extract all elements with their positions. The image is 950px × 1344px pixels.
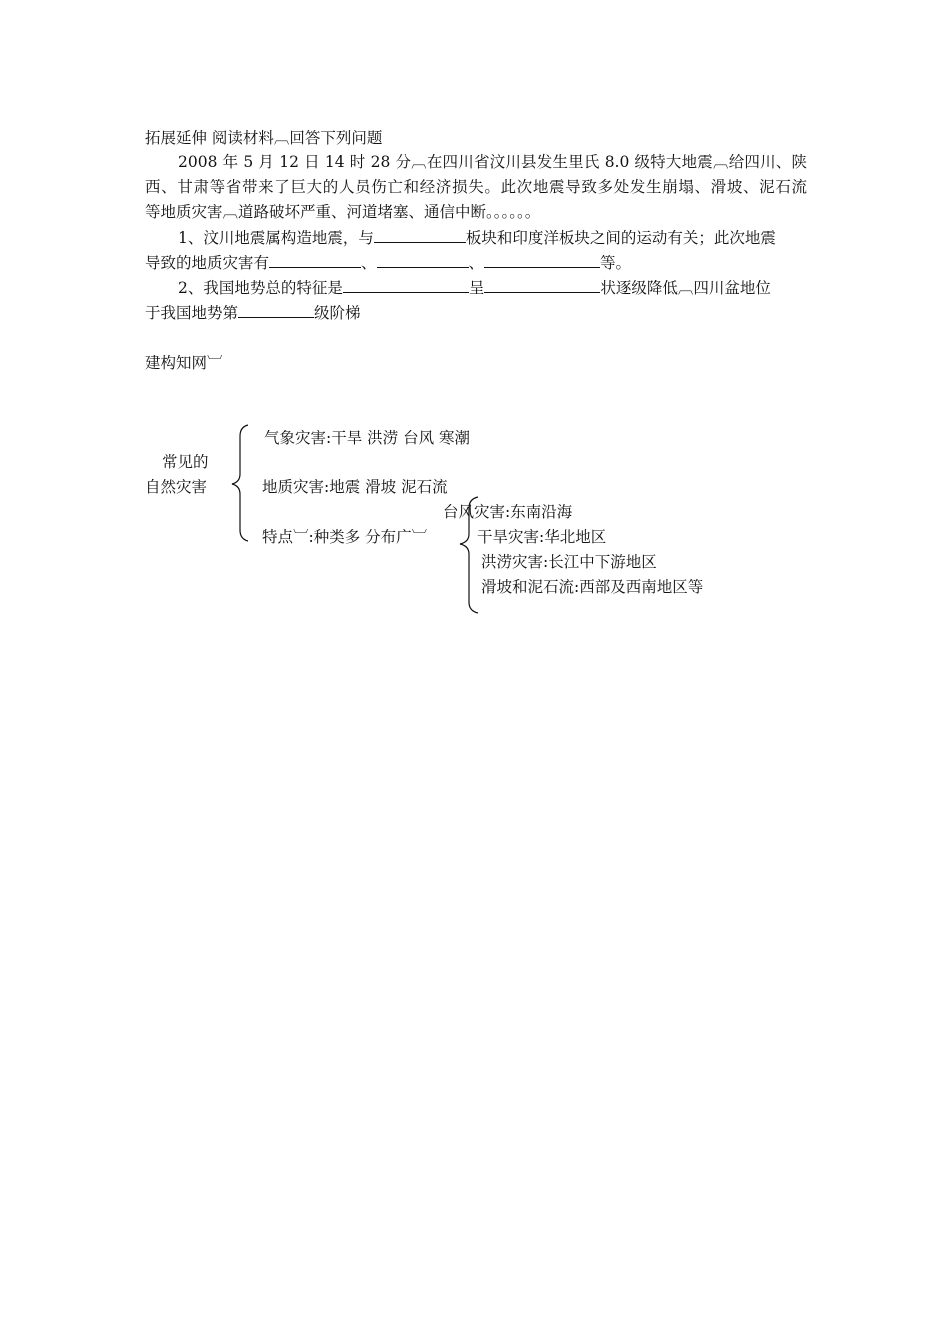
answer-blank-disaster-3[interactable]: [484, 253, 600, 268]
sub-typhoon-disaster: 台风灾害:东南沿海: [443, 503, 573, 521]
question-1-line-1: [178, 228, 807, 248]
question-1-text-c: 导致的地质灾害有: [145, 254, 270, 272]
question-2-text-e: 级阶梯: [314, 304, 361, 322]
passage-line-3: 等地质灾害︹道路破坏严重、河道堵塞、通信中断。。。。。。: [145, 203, 541, 221]
answer-blank-disaster-1[interactable]: [269, 253, 361, 268]
question-2-text-d: 于我国地势第: [145, 304, 239, 322]
question-2-line-2: [145, 303, 807, 323]
sub-landslide-disaster: 滑坡和泥石流:西部及西南地区等: [481, 578, 704, 596]
sub-drought-disaster: 干旱灾害:华北地区: [477, 528, 607, 546]
answer-blank-disaster-2[interactable]: [377, 253, 469, 268]
question-1-line-2: [145, 253, 807, 273]
diagram-root-line-2: 自然灾害: [145, 478, 208, 496]
question-2-text-c: 状逐级降低︹四川盆地位: [600, 279, 771, 297]
branch-weather-disaster: 气象灾害:干旱 洪涝 台风 寒潮: [264, 429, 471, 447]
left-brace-icon: [228, 424, 252, 542]
question-1-text-a: 1、汶川地震属构造地震，与: [178, 229, 374, 247]
question-2-text-a: 2、我国地势总的特征是: [178, 279, 343, 297]
question-2-text-b: 呈: [468, 279, 485, 297]
branch-feature: 特点︺:种类多 分布广︺: [262, 528, 428, 546]
diagram-root-line-1: 常见的: [162, 453, 209, 471]
question-1-text-b: 板块和印度洋板块之间的运动有关；此次地震: [465, 229, 776, 247]
answer-blank-plate[interactable]: [374, 228, 466, 243]
question-1-sep-1: 、: [361, 254, 377, 272]
question-2-line-1: [178, 278, 807, 298]
answer-blank-terrain-shape[interactable]: [484, 278, 600, 293]
passage-line-1: 2008 年 5 月 12 日 14 时 28 分︹在四川省汶川县发生里氏 8.0 级特大地震︹给四川、陕: [178, 153, 807, 171]
question-1-end: 等。: [600, 254, 632, 272]
passage-line-2: 西、甘肃等省带来了巨大的人员伤亡和经济损失。此次地震导致多处发生崩塌、滑坡、泥石流: [145, 178, 807, 196]
branch-geological-disaster: 地质灾害:地震 滑坡 泥石流: [262, 478, 448, 496]
answer-blank-step-level[interactable]: [238, 303, 314, 318]
answer-blank-terrain-feature[interactable]: [343, 278, 469, 293]
section-heading-knowledge-network: 建构知网︺: [145, 354, 223, 372]
question-1-sep-2: 、: [468, 254, 485, 272]
section-heading-extend: 拓展延伸 阅读材料︹回答下列问题: [145, 129, 383, 147]
sub-flood-disaster: 洪涝灾害:长江中下游地区: [481, 553, 657, 571]
